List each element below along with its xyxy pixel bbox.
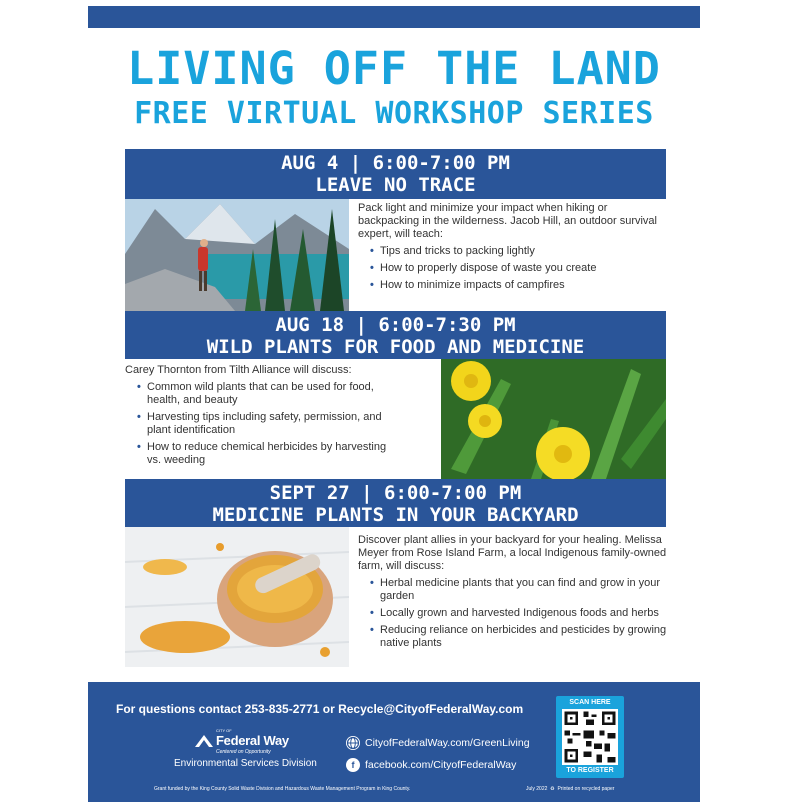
logo-tagline: Centered on Opportunity — [216, 749, 271, 755]
footer-links — [346, 734, 530, 778]
list-item: • Locally grown and harvested Indigenous foods and herbs — [370, 607, 668, 620]
qr-code-icon — [562, 709, 618, 765]
facebook-icon: f — [346, 758, 360, 772]
contact-line[interactable]: For questions contact 253-835-2771 or Recycle@CityofFederalWay.com — [116, 702, 524, 716]
workshop-1-banner — [125, 149, 666, 199]
workshop-1-intro: Pack light and minimize your impact when hiking or backpacking in the wilderness. Jacob Hill, an outdoor survival expert, will teach: — [358, 202, 657, 240]
print-note — [526, 786, 614, 792]
workshop-3-description — [358, 534, 668, 650]
federal-way-mark-icon — [194, 733, 214, 749]
dandelion-photo — [441, 359, 666, 479]
website-url: CityofFederalWay.com/GreenLiving — [365, 737, 530, 749]
workshop-2-intro: Carey Thornton from Tilth Alliance will discuss: — [125, 364, 352, 376]
recycle-icon: ♻ — [548, 786, 557, 792]
recycled-note: Printed on recycled paper — [557, 786, 615, 792]
qr-scan-label: SCAN HERE — [569, 699, 611, 706]
website-link[interactable] — [346, 734, 530, 752]
date-note: July 2022 — [526, 786, 548, 792]
qr-register-label: TO REGISTER — [566, 767, 614, 774]
federal-way-logo — [174, 730, 324, 760]
footer — [88, 682, 700, 802]
workshop-1-date: AUG 4 | 6:00-7:00 PM — [281, 152, 510, 174]
facebook-link[interactable] — [346, 756, 530, 774]
list-item: • Herbal medicine plants that you can find and grow in your garden — [370, 577, 668, 603]
list-item: • Harvesting tips including safety, permission, and plant identification — [137, 411, 400, 437]
list-item: • Common wild plants that can be used for food, health, and beauty — [137, 381, 400, 407]
workshop-3-date: SEPT 27 | 6:00-7:00 PM — [269, 482, 522, 504]
logo-name: Federal Way — [216, 733, 289, 748]
flyer-subtitle: FREE VIRTUAL WORKSHOP SERIES — [134, 96, 654, 131]
workshop-3-intro: Discover plant allies in your backyard for your healing. Melissa Meyer from Rose Island Farm, a local Indigenous family-owned farm, will discuss: — [358, 534, 667, 572]
facebook-url: facebook.com/CityofFederalWay — [365, 759, 517, 771]
workshop-2-list — [125, 381, 400, 467]
list-item: • Tips and tricks to packing lightly — [370, 245, 658, 258]
division-name: Environmental Services Division — [174, 758, 317, 769]
mortar-pestle-photo — [125, 527, 349, 667]
list-item: • Reducing reliance on herbicides and pesticides by growing native plants — [370, 624, 668, 650]
workshop-2-topic: WILD PLANTS FOR FOOD AND MEDICINE — [206, 336, 585, 358]
workshop-2-date: AUG 18 | 6:00-7:30 PM — [275, 314, 516, 336]
workshop-1-topic: LEAVE NO TRACE — [315, 174, 476, 196]
globe-icon — [346, 736, 360, 750]
flyer-title: LIVING OFF THE LAND — [127, 42, 661, 95]
list-item: • How to minimize impacts of campfires — [370, 279, 658, 292]
workshop-2-description — [125, 364, 400, 467]
hiker-lake-photo — [125, 199, 349, 311]
qr-register[interactable] — [556, 696, 624, 778]
workshop-3-list — [358, 577, 668, 650]
logo-city-of: CITY OF — [216, 728, 232, 733]
workshop-2-banner — [125, 311, 666, 359]
workshop-3-topic: MEDICINE PLANTS IN YOUR BACKYARD — [212, 504, 579, 526]
workshop-1-description — [358, 202, 658, 292]
flyer-page — [88, 6, 700, 802]
workshop-1-list — [358, 245, 658, 292]
grant-note: Grant funded by the King County Solid Waste Division and Hazardous Waste Management Program in King County. — [154, 786, 411, 792]
workshop-3-banner — [125, 479, 666, 527]
list-item: • How to properly dispose of waste you create — [370, 262, 658, 275]
top-bar — [88, 6, 700, 28]
list-item: • How to reduce chemical herbicides by harvesting vs. weeding — [137, 441, 400, 467]
